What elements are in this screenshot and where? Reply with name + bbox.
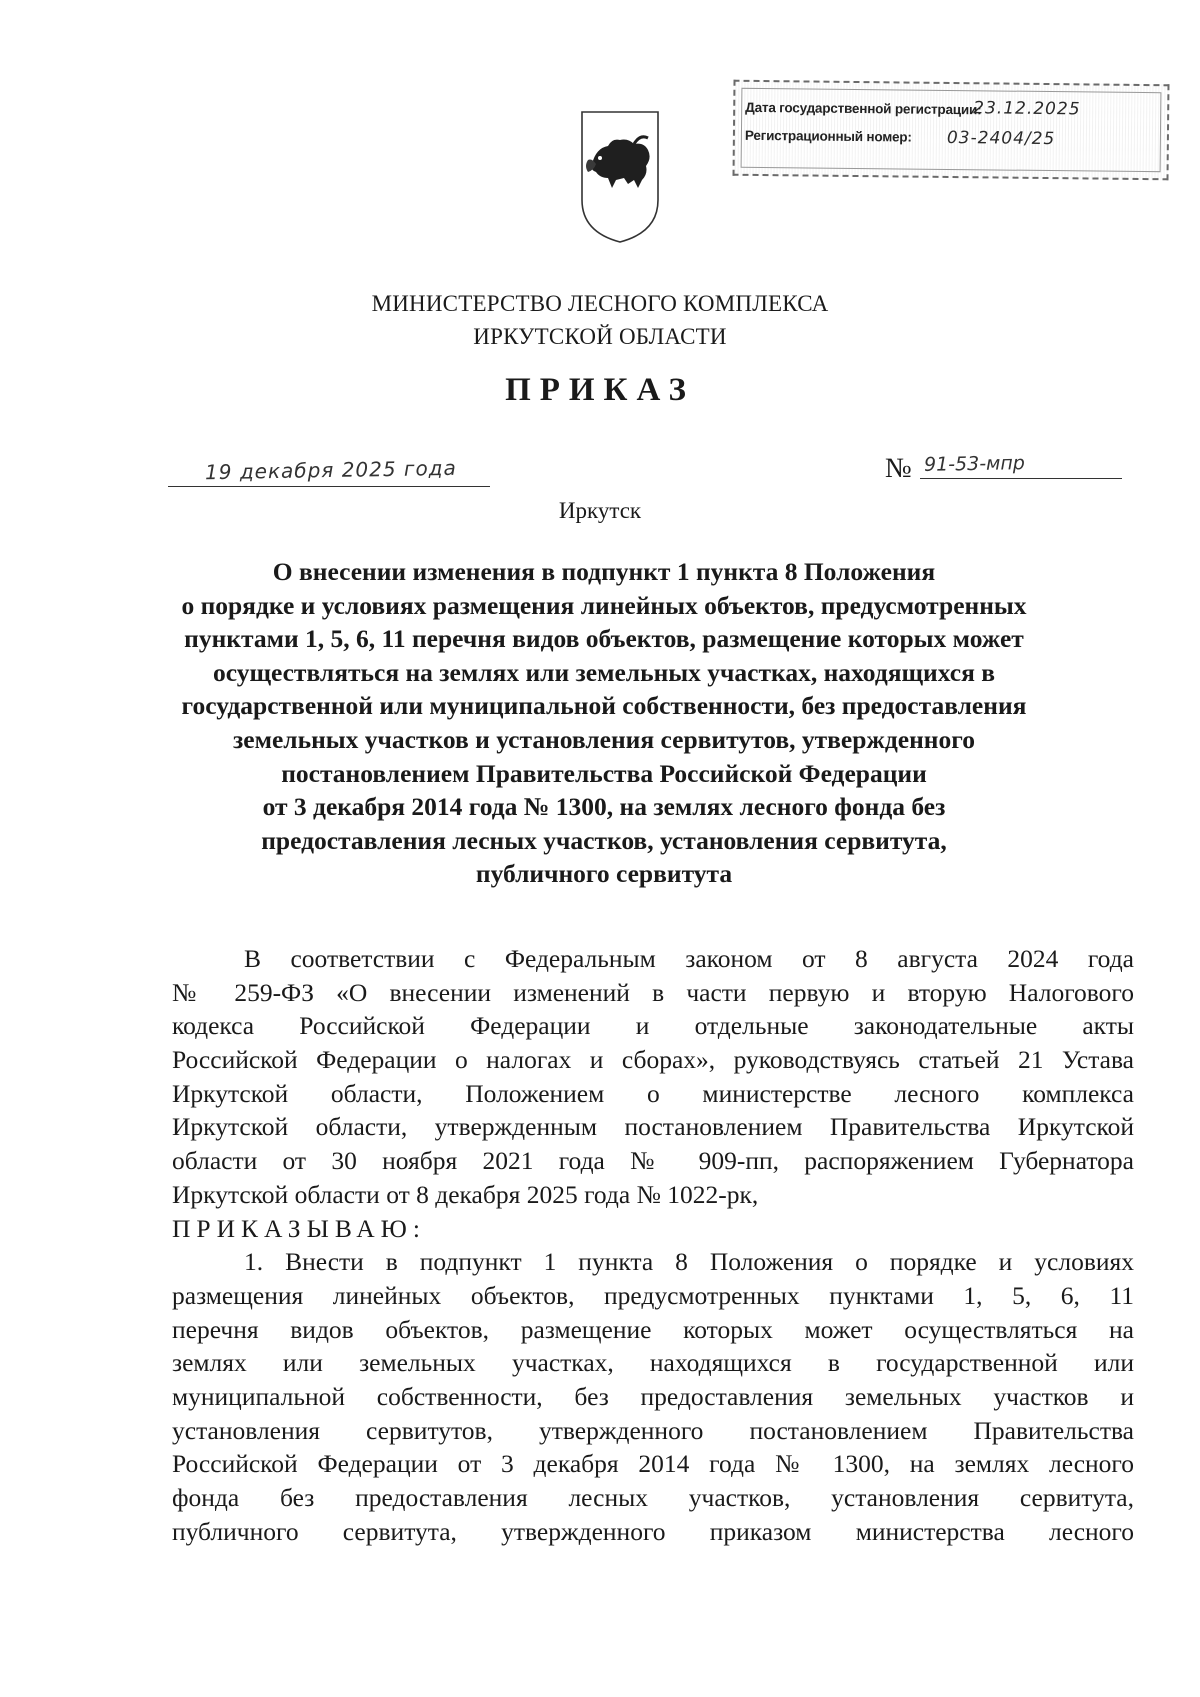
body-line: публичного сервитута, утвержденного приказом министерства лесного	[172, 1516, 1134, 1546]
title-line: публичного сервитута	[475, 859, 733, 889]
body-line: перечня видов объектов, размещение которых может осуществляться на	[172, 1314, 1134, 1344]
order-title: ПРИКАЗ	[505, 372, 695, 408]
title-line: пунктами 1, 5, 6, 11 перечня видов объектов, размещение которых может	[184, 624, 1024, 654]
date-underline	[168, 486, 490, 487]
title-line: от 3 декабря 2014 года № 1300, на землях лесного фонда без	[262, 792, 946, 822]
body-line: муниципальной собственности, без предоставления земельных участков и	[172, 1381, 1134, 1411]
order-date: 19 декабря 2025 года	[204, 455, 457, 485]
body-line: 1. Внести в подпункт 1 пункта 8 Положения о порядке и условиях	[244, 1247, 1134, 1277]
number-underline	[920, 478, 1122, 479]
ministry-name-line2: ИРКУТСКОЙ ОБЛАСТИ	[473, 324, 727, 349]
coat-of-arms-emblem	[578, 108, 662, 246]
body-line: области от 30 ноября 2021 года № 909-пп, распоряжением Губернатора	[172, 1146, 1134, 1176]
body-line: Иркутской области от 8 декабря 2025 года № 1022-рк,	[172, 1179, 759, 1209]
body-line: землях или земельных участках, находящихся в государственной или	[172, 1348, 1134, 1378]
reg-date-label: Дата государственной регистрации:	[745, 99, 982, 118]
city-name: Иркутск	[558, 498, 642, 523]
title-line: государственной или муниципальной собственности, без предоставления	[181, 691, 1027, 721]
body-line: Российской Федерации о налогах и сборах», руководствуясь статьей 21 Устава	[172, 1045, 1134, 1075]
registration-stamp	[733, 80, 1170, 181]
reg-date-value: 23.12.2025	[973, 98, 1081, 120]
reg-number-value: 03-2404/25	[946, 127, 1056, 150]
body-line: В соответствии с Федеральным законом от 8 августа 2024 года	[244, 944, 1134, 973]
document-body	[172, 942, 1134, 1548]
body-line: установления сервитутов, утвержденного постановлением Правительства	[172, 1415, 1134, 1445]
ministry-name-line1: МИНИСТЕРСТВО ЛЕСНОГО КОМПЛЕКСА	[371, 291, 829, 316]
title-line: земельных участков и установления сервитутов, утвержденного	[233, 724, 975, 754]
document-title	[150, 555, 1058, 891]
body-line: Иркутской области, Положением о министерстве лесного комплекса	[172, 1078, 1134, 1108]
title-line: постановлением Правительства Российской Федерации	[281, 758, 927, 788]
number-sign: №	[885, 453, 912, 484]
order-command: ПРИКАЗЫВАЮ:	[172, 1213, 426, 1243]
order-number: 91-53-мпр	[923, 452, 1026, 476]
reg-number-label: Регистрационный номер:	[744, 127, 912, 145]
body-line: кодекса Российской Федерации и отдельные законодательные акты	[172, 1011, 1134, 1041]
title-line: осуществляться на землях или земельных участках, находящихся в	[212, 657, 996, 687]
body-line: Иркутской области, утвержденным постановлением Правительства Иркутской	[172, 1112, 1134, 1142]
title-line: о порядке и условиях размещения линейных объектов, предусмотренных	[181, 590, 1027, 620]
body-line: Российской Федерации от 3 декабря 2014 года № 1300, на землях лесного	[172, 1449, 1134, 1479]
title-line: О внесении изменения в подпункт 1 пункта 8 Положения	[272, 557, 936, 586]
title-line: предоставления лесных участков, установления сервитута,	[261, 825, 947, 855]
body-line: № 259-ФЗ «О внесении изменений в части первую и вторую Налогового	[172, 977, 1134, 1007]
body-line: фонда без предоставления лесных участков, установления сервитута,	[172, 1483, 1134, 1512]
body-line: размещения линейных объектов, предусмотренных пунктами 1, 5, 6, 11	[172, 1280, 1134, 1310]
